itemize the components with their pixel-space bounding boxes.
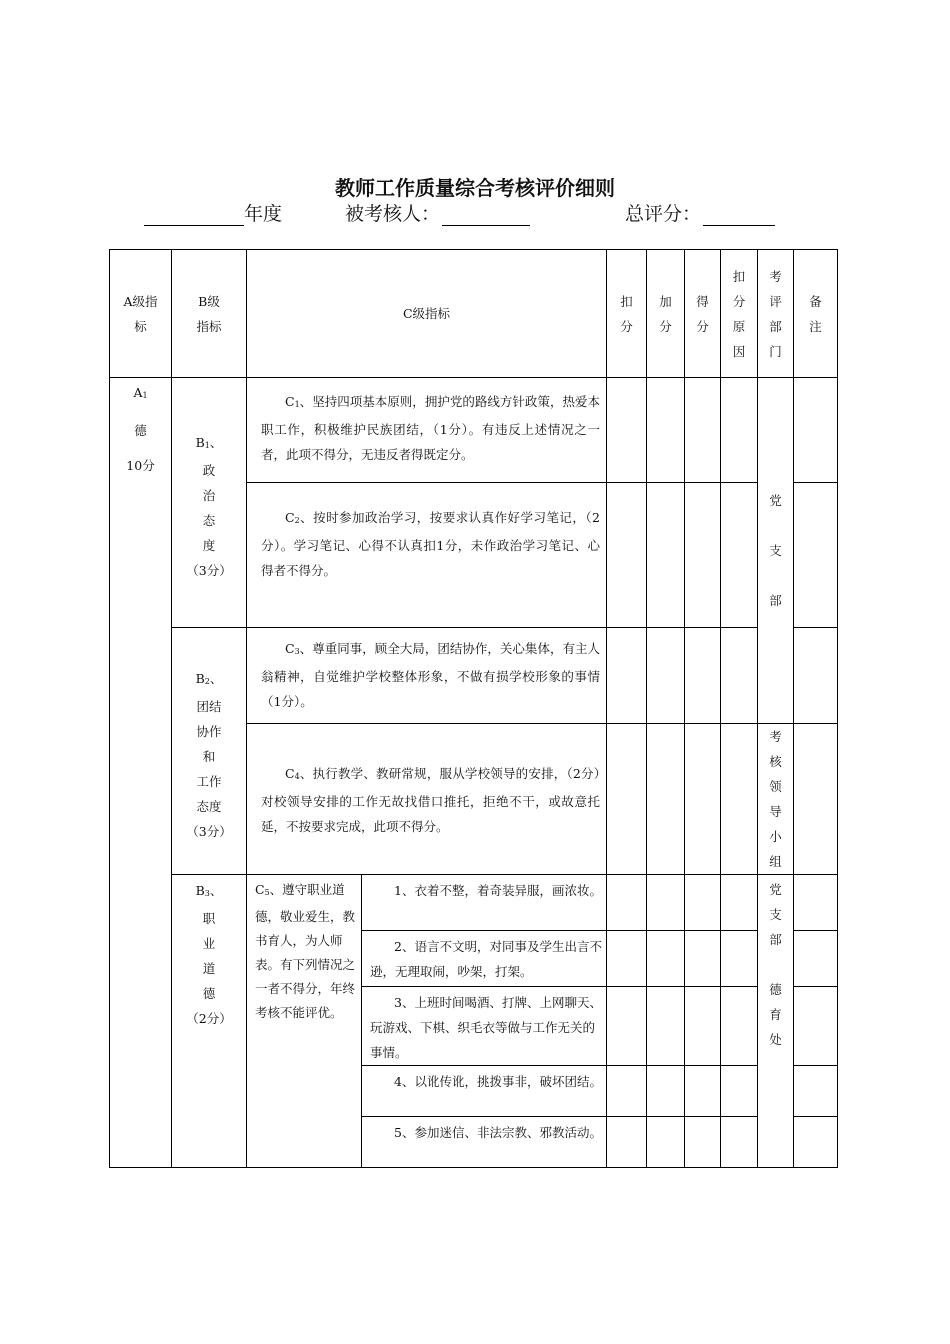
year-blank[interactable] xyxy=(144,204,244,226)
header-a-line1: A级指 xyxy=(123,293,158,309)
header-add-char: 分 xyxy=(659,318,672,334)
c1-reason-cell[interactable] xyxy=(721,378,758,483)
header-row xyxy=(110,250,838,378)
c5-item4-deduct-cell[interactable] xyxy=(607,1066,647,1117)
c5-item1-reason-cell[interactable] xyxy=(721,875,758,931)
dept-leader-char: 考 xyxy=(769,729,782,744)
c4-deduct-cell[interactable] xyxy=(607,724,647,875)
c5-item4-score-cell[interactable] xyxy=(685,1066,721,1117)
a1-code-sub: 1 xyxy=(142,391,148,400)
c1-score-cell[interactable] xyxy=(685,378,721,483)
header-add-char: 加 xyxy=(659,293,672,309)
c2-add-cell[interactable] xyxy=(647,483,685,628)
c5-item-cell xyxy=(362,931,607,987)
examinee-field xyxy=(345,199,530,226)
header-dept-char: 考 xyxy=(769,268,782,284)
b1-char: 治 xyxy=(202,488,216,503)
c5-item3-reason-cell[interactable] xyxy=(721,987,758,1066)
c5-item5-reason-cell[interactable] xyxy=(721,1117,758,1168)
c1-note-cell[interactable] xyxy=(794,378,838,483)
c3-code-sub: 3 xyxy=(294,647,300,656)
examinee-label: 被考核人： xyxy=(345,203,441,225)
c4-cell xyxy=(247,724,607,875)
c5-item4-reason-cell[interactable] xyxy=(721,1066,758,1117)
b1-points: （3分） xyxy=(186,563,232,578)
c5-item1-note-cell[interactable] xyxy=(794,875,838,931)
page-title: 教师工作质量综合考核评价细则 xyxy=(335,176,615,200)
dept-b3-char: 育 xyxy=(769,1007,782,1022)
c5-item-cell xyxy=(362,987,607,1066)
c2-code-sub: 2 xyxy=(294,516,300,525)
c5-item2-reason-cell[interactable] xyxy=(721,931,758,987)
c5-code-letter: C xyxy=(255,882,265,897)
dept-b3-char: 德 xyxy=(769,982,782,997)
header-dept-char: 部 xyxy=(769,318,782,334)
dept-leader-char: 小 xyxy=(769,829,782,844)
b2-char: 团结 xyxy=(196,699,222,714)
c5-cell xyxy=(247,875,362,1168)
header-dept-char: 门 xyxy=(769,343,782,359)
c5-item5-note-cell[interactable] xyxy=(794,1117,838,1168)
b3-cell xyxy=(172,875,247,1168)
header-note xyxy=(794,250,838,378)
table-row-c1 xyxy=(110,378,838,483)
b3-code-sub: 3 xyxy=(204,889,210,898)
c1-code-letter: C xyxy=(285,394,295,409)
b1-code-suffix: 、 xyxy=(209,435,223,450)
c5-item-cell xyxy=(362,875,607,931)
c5-item-text: 4、以讹传讹，挑拨事非，破坏团结。 xyxy=(394,1074,602,1089)
c2-reason-cell[interactable] xyxy=(721,483,758,628)
header-reason-char: 扣 xyxy=(732,268,746,284)
b2-code xyxy=(172,666,246,694)
c1-cell xyxy=(247,378,607,483)
b3-char: 业 xyxy=(202,936,216,951)
b1-char: 态 xyxy=(202,513,216,528)
c5-text: 、遵守职业道德，敬业爱生，教书育人，为人师表。有下列情况之一者不得分，年终考核不能评优。 xyxy=(255,882,356,1020)
header-score xyxy=(685,250,721,378)
header-c-level xyxy=(247,250,607,378)
dept-party-char: 支 xyxy=(769,543,782,558)
header-a-line2: 标 xyxy=(134,318,147,334)
b2-char: 态度 xyxy=(196,799,222,814)
b3-code-letter: B xyxy=(195,883,205,898)
b2-code-sub: 2 xyxy=(204,677,210,686)
c1-text: 、坚持四项基本原则，拥护党的路线方针政策，热爱本职工作，积极维护民族团结，（1分）。有违反上述情况之一者，此项不得分，无违反者得既定分。 xyxy=(261,394,601,462)
c3-code-letter: C xyxy=(285,641,295,656)
a1-name: 德 xyxy=(134,423,147,438)
c5-item-text: 1、衣着不整，着奇装异服，画浓妆。 xyxy=(394,883,602,898)
a1-cell xyxy=(110,378,172,1168)
header-c-text: C级指标 xyxy=(402,306,451,321)
dept-leader-char: 导 xyxy=(769,804,782,819)
year-label: 年度 xyxy=(244,203,283,225)
total-score-label: 总评分： xyxy=(625,203,702,225)
total-score-field xyxy=(625,199,775,226)
b3-code xyxy=(172,878,246,906)
b3-points: （2分） xyxy=(186,1011,232,1026)
c5-item1-score-cell[interactable] xyxy=(685,875,721,931)
total-score-blank[interactable] xyxy=(703,204,775,226)
c4-text: 、执行教学、教研常规，服从学校领导的安排，（2分）对校领导安排的工作无故找借口推托，拒绝不干，或故意托延，不按要求完成，此项不得分。 xyxy=(261,766,601,834)
c5-item-text: 5、参加迷信、非法宗教、邪教活动。 xyxy=(394,1125,602,1140)
header-b-level xyxy=(172,250,247,378)
header-b-line2: 指标 xyxy=(196,318,222,334)
b3-char: 道 xyxy=(202,961,216,976)
header-deduct-char: 扣 xyxy=(620,293,633,309)
c5-item4-add-cell[interactable] xyxy=(647,1066,685,1117)
dept-leader-char: 核 xyxy=(769,754,782,769)
header-dept-char: 评 xyxy=(769,293,782,309)
b2-char: 协作 xyxy=(196,724,222,739)
b1-code xyxy=(172,430,246,458)
evaluation-table xyxy=(109,249,838,1168)
c2-note-cell[interactable] xyxy=(794,483,838,628)
c3-reason-cell[interactable] xyxy=(721,628,758,724)
c5-item3-note-cell[interactable] xyxy=(794,987,838,1066)
c3-note-cell[interactable] xyxy=(794,628,838,724)
header-deduct xyxy=(607,250,647,378)
c3-cell xyxy=(247,628,607,724)
c3-text: 、尊重同事，顾全大局，团结协作，关心集体，有主人翁精神，自觉维护学校整体形象，不做有损学校形象的事情（1分）。 xyxy=(261,641,601,709)
c5-item-text: 2、语言不文明，对同事及学生出言不逊，无理取闹，吵架，打架。 xyxy=(370,939,602,979)
c2-cell xyxy=(247,483,607,628)
header-deduct-reason xyxy=(721,250,758,378)
c5-code-sub: 5 xyxy=(264,888,270,897)
b2-cell xyxy=(172,628,247,875)
examinee-blank[interactable] xyxy=(442,204,530,226)
c4-score-cell[interactable] xyxy=(685,724,721,875)
c5-item-cell xyxy=(362,1066,607,1117)
c5-item5-deduct-cell[interactable] xyxy=(607,1117,647,1168)
b3-char: 德 xyxy=(202,986,216,1001)
header-add xyxy=(647,250,685,378)
c5-item1-add-cell[interactable] xyxy=(647,875,685,931)
b2-code-letter: B xyxy=(195,671,205,686)
c3-score-cell[interactable] xyxy=(685,628,721,724)
c5-item-cell xyxy=(362,1117,607,1168)
c3-deduct-cell[interactable] xyxy=(607,628,647,724)
b1-code-sub: 1 xyxy=(204,441,210,450)
dept-leader-char: 组 xyxy=(769,854,782,869)
dept-party-char: 党 xyxy=(769,493,782,508)
header-reason-char: 因 xyxy=(732,343,746,359)
b1-cell xyxy=(172,378,247,628)
c5-item2-add-cell[interactable] xyxy=(647,931,685,987)
c2-code-letter: C xyxy=(285,510,295,525)
table-row-c3 xyxy=(110,628,838,724)
year-field xyxy=(144,199,282,226)
a1-points: 10分 xyxy=(126,458,155,473)
b1-code-letter: B xyxy=(195,435,205,450)
a1-code xyxy=(110,380,171,408)
header-reason-char: 原 xyxy=(732,318,746,334)
c5-item2-deduct-cell[interactable] xyxy=(607,931,647,987)
c5-item5-add-cell[interactable] xyxy=(647,1117,685,1168)
c5-item1-deduct-cell[interactable] xyxy=(607,875,647,931)
dept-b3-char: 处 xyxy=(769,1032,782,1047)
c1-deduct-cell[interactable] xyxy=(607,378,647,483)
c2-score-cell[interactable] xyxy=(685,483,721,628)
header-dept xyxy=(758,250,794,378)
c1-add-cell[interactable] xyxy=(647,378,685,483)
c1-code-sub: 1 xyxy=(294,400,300,409)
dept-b3-char: 党 xyxy=(769,882,782,897)
header-b-line1: B级 xyxy=(198,293,220,309)
c3-add-cell[interactable] xyxy=(647,628,685,724)
header-score-char: 分 xyxy=(696,318,709,334)
dept-leader-group-cell xyxy=(758,724,794,875)
c2-text: 、按时参加政治学习，按要求认真作好学习笔记，（2分）。学习笔记、心得不认真扣1分，未作政治学习笔记、心得者不得分。 xyxy=(261,510,601,578)
c4-reason-cell[interactable] xyxy=(721,724,758,875)
c4-code-letter: C xyxy=(285,766,295,781)
b2-code-suffix: 、 xyxy=(209,671,223,686)
c5-item3-deduct-cell[interactable] xyxy=(607,987,647,1066)
subtitle-line xyxy=(0,199,950,229)
dept-party-char: 部 xyxy=(769,593,782,608)
c4-code-sub: 4 xyxy=(294,772,300,781)
a1-code-letter: A xyxy=(133,385,143,400)
header-note-char: 注 xyxy=(809,318,822,334)
dept-party-branch-cell xyxy=(758,378,794,724)
c5-item-text: 3、上班时间喝酒、打牌、上网聊天、玩游戏、下棋、织毛衣等做与工作无关的事情。 xyxy=(370,995,602,1060)
b2-char: 工作 xyxy=(196,774,222,789)
b3-char: 职 xyxy=(202,911,216,926)
c2-deduct-cell[interactable] xyxy=(607,483,647,628)
header-note-char: 备 xyxy=(809,293,822,309)
dept-b3-char: 部 xyxy=(769,932,782,947)
c5-item3-add-cell[interactable] xyxy=(647,987,685,1066)
header-score-char: 得 xyxy=(696,293,709,309)
b1-char: 政 xyxy=(202,463,216,478)
b3-code-suffix: 、 xyxy=(209,883,223,898)
header-reason-char: 分 xyxy=(732,293,746,309)
c4-add-cell[interactable] xyxy=(647,724,685,875)
dept-leader-char: 领 xyxy=(769,779,782,794)
c5-item4-note-cell[interactable] xyxy=(794,1066,838,1117)
table-row-c5-item1 xyxy=(110,875,838,931)
c5-item5-score-cell[interactable] xyxy=(685,1117,721,1168)
header-a-level xyxy=(110,250,172,378)
b1-char: 度 xyxy=(202,538,216,553)
c4-note-cell[interactable] xyxy=(794,724,838,875)
b2-points: （3分） xyxy=(186,824,232,839)
dept-b3-cell xyxy=(758,875,794,1168)
dept-b3-char: 支 xyxy=(769,907,782,922)
c5-item2-note-cell[interactable] xyxy=(794,931,838,987)
c5-item2-score-cell[interactable] xyxy=(685,931,721,987)
b2-char: 和 xyxy=(202,749,216,764)
header-deduct-char: 分 xyxy=(620,318,633,334)
c5-item3-score-cell[interactable] xyxy=(685,987,721,1066)
